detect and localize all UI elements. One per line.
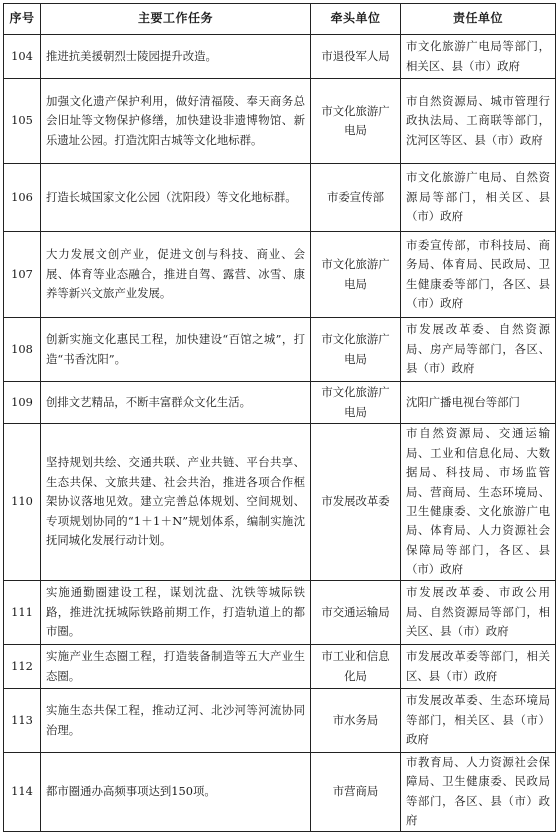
row-lead: 市退役军人局: [311, 35, 401, 79]
row-resp: 市委宣传部，市科技局、商务局、体育局、民政局、卫生健康委等部门，各区、县（市）政府: [401, 232, 556, 318]
row-task: 创新实施文化惠民工程，加快建设“百馆之城”，打造“书香沈阳”。: [41, 318, 311, 382]
row-lead: 市文化旅游广电局: [311, 232, 401, 318]
row-task: 实施产业生态圈工程，打造装备制造等五大产业生态圈。: [41, 645, 311, 689]
row-task: 加强文化遗产保护利用，做好清福陵、奉天商务总会旧址等文物保护修缮，加快建设非遗博物馆、新乐遗址公园。打造沈阳古城等文化地标群。: [41, 79, 311, 164]
row-task: 创排文艺精品，不断丰富群众文化生活。: [41, 382, 311, 424]
row-resp: 市教育局、人力资源社会保障局、卫生健康委、民政局等部门，各区、县（市）政府: [401, 753, 556, 832]
row-task: 大力发展文创产业，促进文创与科技、商业、会展、体育等业态融合，推进自驾、露营、冰雪、康养等新兴文旅产业发展。: [41, 232, 311, 318]
header-task: 主要工作任务: [41, 4, 311, 35]
header-resp: 责任单位: [401, 4, 556, 35]
table-row: [4, 581, 556, 645]
table-row: [4, 382, 556, 424]
row-resp: 市发展改革委、生态环境局等部门，相关区、县（市）政府: [401, 689, 556, 753]
table-row: [4, 318, 556, 382]
row-lead: 市水务局: [311, 689, 401, 753]
table-row: [4, 645, 556, 689]
row-lead: 市工业和信息化局: [311, 645, 401, 689]
row-num: 113: [4, 689, 41, 753]
table-header-row: [4, 4, 556, 35]
row-lead: 市营商局: [311, 753, 401, 832]
row-resp: 市发展改革委、自然资源局、房产局等部门，各区、县（市）政府: [401, 318, 556, 382]
row-lead: 市交通运输局: [311, 581, 401, 645]
row-lead: 市发展改革委: [311, 424, 401, 581]
row-resp: 市自然资源局、交通运输局、工业和信息化局、大数据局、科技局、市场监管局、营商局、生态环境局、卫生健康委、文化旅游广电局、体育局、人力资源社会保障局等部门，各区、县（市）政府: [401, 424, 556, 581]
header-num: 序号: [4, 4, 41, 35]
row-task: 推进抗美援朝烈士陵园提升改造。: [41, 35, 311, 79]
row-num: 107: [4, 232, 41, 318]
table-row: [4, 79, 556, 164]
row-num: 111: [4, 581, 41, 645]
row-task: 打造长城国家文化公园（沈阳段）等文化地标群。: [41, 164, 311, 232]
row-resp: 沈阳广播电视台等部门: [401, 382, 556, 424]
row-num: 106: [4, 164, 41, 232]
row-task: 实施通勤圈建设工程，谋划沈盘、沈铁等城际铁路，推进沈抚城际铁路前期工作，打造轨道上的都市圈。: [41, 581, 311, 645]
row-num: 112: [4, 645, 41, 689]
row-resp: 市文化旅游广电局等部门，相关区、县（市）政府: [401, 35, 556, 79]
row-task: 都市圈通办高频事项达到150项。: [41, 753, 311, 832]
row-lead: 市文化旅游广电局: [311, 318, 401, 382]
row-num: 104: [4, 35, 41, 79]
table-row: [4, 35, 556, 79]
row-num: 109: [4, 382, 41, 424]
row-task: 实施生态共保工程，推动辽河、北沙河等河流协同治理。: [41, 689, 311, 753]
task-table: [3, 3, 556, 832]
table-row: [4, 164, 556, 232]
table-row: [4, 689, 556, 753]
table-row: [4, 753, 556, 832]
row-num: 108: [4, 318, 41, 382]
row-resp: 市文化旅游广电局、自然资源局等部门，相关区、县（市）政府: [401, 164, 556, 232]
row-lead: 市文化旅游广电局: [311, 382, 401, 424]
header-lead: 牵头单位: [311, 4, 401, 35]
row-task: 坚持规划共绘、交通共联、产业共链、平台共享、生态共保、文旅共建、社会共治，推进各项合作框架协议落地见效。建立完善总体规划、空间规划、专项规划协同的“1＋1＋N”规划体系，编制实施沈抚同城化发展行动计划。: [41, 424, 311, 581]
row-lead: 市委宣传部: [311, 164, 401, 232]
row-resp: 市发展改革委等部门，相关区、县（市）政府: [401, 645, 556, 689]
row-num: 105: [4, 79, 41, 164]
row-num: 114: [4, 753, 41, 832]
table-row: [4, 232, 556, 318]
table-row: [4, 424, 556, 581]
row-num: 110: [4, 424, 41, 581]
row-resp: 市自然资源局、城市管理行政执法局、工商联等部门，沈河区等区、县（市）政府: [401, 79, 556, 164]
row-lead: 市文化旅游广电局: [311, 79, 401, 164]
row-resp: 市发展改革委、市政公用局、自然资源局等部门，相关区、县（市）政府: [401, 581, 556, 645]
